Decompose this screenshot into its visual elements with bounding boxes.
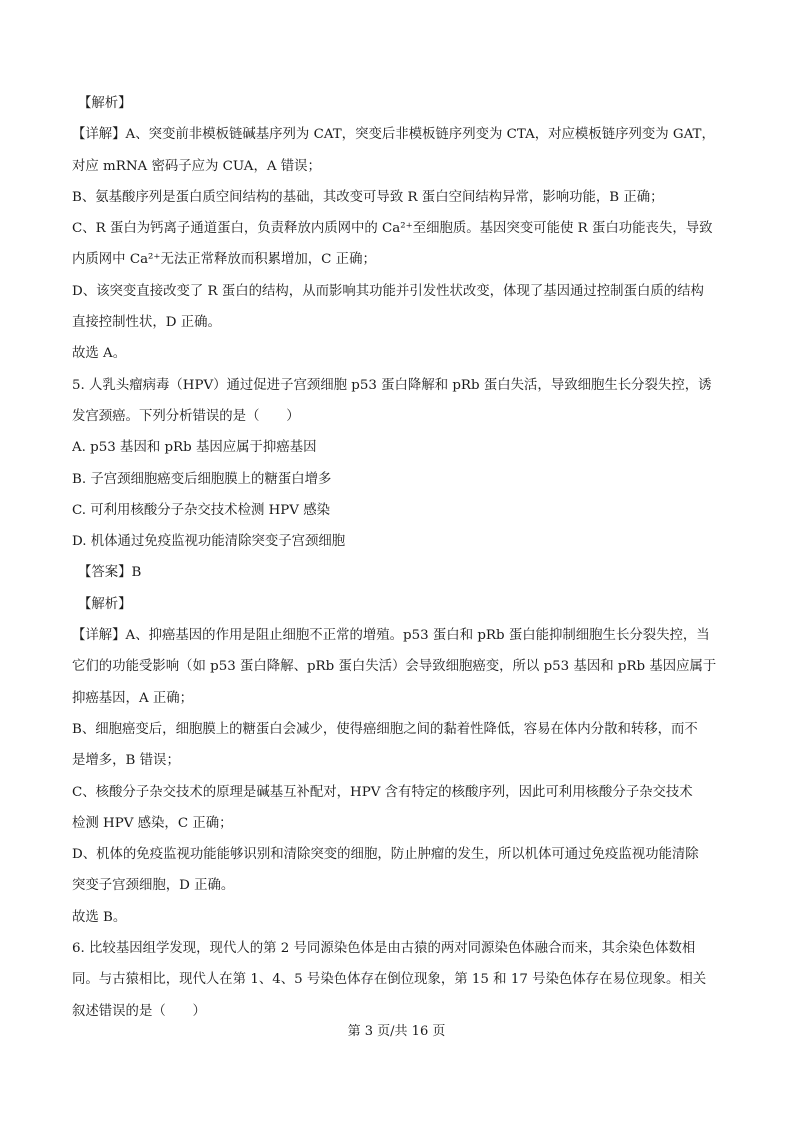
- text-line: C、核酸分子杂交技术的原理是碱基互补配对，HPV 含有特定的核酸序列，因此可利用核酸分子杂交技术: [72, 784, 693, 800]
- question-6-stem: 叙述错误的是（ ）: [72, 1003, 206, 1019]
- analysis-heading-1: 【解析】: [78, 96, 132, 111]
- text-line: 【详解】A、突变前非模板链碱基序列为 CAT，突变后非模板链序列变为 CTA，对应模板链序列变为 GAT，: [72, 127, 715, 143]
- text-line: D、该突变直接改变了 R 蛋白的结构，从而影响其功能并引发性状改变，体现了基因通过控制蛋白质的结构: [72, 283, 704, 299]
- option-c: C. 可利用核酸分子杂交技术检测 HPV 感染: [72, 502, 331, 518]
- question-5-stem: 5. 人乳头瘤病毒（HPV）通过促进子宫颈细胞 p53 蛋白降解和 pRb 蛋白失活，导致细胞生长分裂失控，诱: [72, 377, 712, 393]
- option-b: B. 子宫颈细胞癌变后细胞膜上的糖蛋白增多: [72, 471, 332, 487]
- text-line: 它们的功能受影响（如 p53 蛋白降解、pRb 蛋白失活）会导致细胞癌变，所以 p53 基因和 pRb 基因应属于: [72, 659, 717, 675]
- text-line: 【详解】A、抑癌基因的作用是阻止细胞不正常的增殖。p53 蛋白和 pRb 蛋白能抑制细胞生长分裂失控，当: [72, 628, 710, 644]
- answer-line: 【答案】B: [78, 565, 142, 581]
- text-line: 对应 mRNA 密码子应为 CUA，A 错误；: [72, 158, 321, 174]
- text-line: 突变子宫颈细胞，D 正确。: [72, 878, 235, 894]
- option-a: A. p53 基因和 pRb 基因应属于抑癌基因: [72, 440, 317, 456]
- text-line: 直接控制性状，D 正确。: [72, 315, 221, 331]
- question-5-stem: 发宫颈癌。下列分析错误的是（ ）: [72, 408, 300, 424]
- question-6-stem: 同。与古猿相比，现代人在第 1、4、5 号染色体存在倒位现象，第 15 和 17 号染色体存在易位现象。相关: [72, 972, 707, 988]
- text-line: 故选 B。: [72, 909, 127, 925]
- analysis-heading-2: 【解析】: [78, 596, 132, 612]
- text-line: 抑癌基因，A 正确；: [72, 690, 194, 706]
- text-line: C、R 蛋白为钙离子通道蛋白，负责释放内质网中的 Ca²⁺至细胞质。基因突变可能使 R 蛋白功能丧失，导致: [72, 221, 713, 237]
- page-content: [72, 88, 722, 1027]
- text-line: D、机体的免疫监视功能能够识别和清除突变的细胞，防止肿瘤的发生，所以机体可通过免疫监视功能清除: [72, 847, 699, 863]
- text-line: 是增多，B 错误；: [72, 753, 180, 769]
- text-line: B、氨基酸序列是蛋白质空间结构的基础，其改变可导致 R 蛋白空间结构异常，影响功能，B 正确；: [72, 189, 664, 205]
- text-line: B、细胞癌变后，细胞膜上的糖蛋白会减少，使得癌细胞之间的黏着性降低，容易在体内分散和转移，而不: [72, 721, 698, 737]
- text-line: 检测 HPV 感染，C 正确；: [72, 815, 233, 831]
- option-d: D. 机体通过免疫监视功能清除突变子宫颈细胞: [72, 534, 346, 550]
- page-footer: 第 3 页/共 16 页: [347, 1024, 446, 1039]
- text-line: 故选 A。: [72, 346, 127, 362]
- question-6-stem: 6. 比较基因组学发现，现代人的第 2 号同源染色体是由古猿的两对同源染色体融合而来，其余染色体数相: [72, 941, 696, 957]
- text-line: 内质网中 Ca²⁺无法正常释放而积累增加，C 正确；: [72, 252, 376, 268]
